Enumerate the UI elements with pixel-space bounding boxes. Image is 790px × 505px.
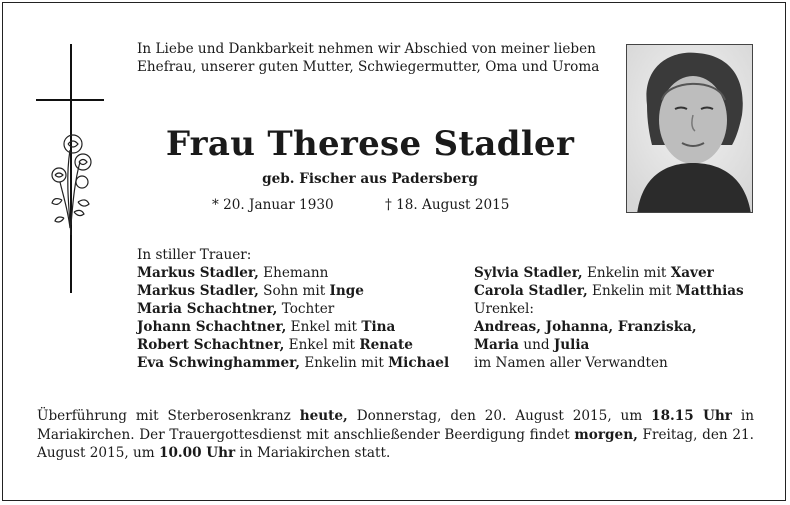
mourners-right [474,264,744,372]
birth-date: * 20. Januar 1930 [212,197,334,213]
mourners-left [137,264,449,372]
roses-icon [48,130,98,240]
list-item: Sylvia Stadler, Enkelin mit Xaver [474,265,714,281]
list-item: Markus Stadler, Ehemann [137,265,329,281]
list-item: Eva Schwinghammer, Enkelin mit Michael [137,355,450,371]
death-date: † 18. August 2015 [385,197,510,213]
list-item: Markus Stadler, Sohn mit Inge [137,283,364,299]
list-item: Urenkel: [474,301,534,317]
list-item: Robert Schachtner, Enkel mit Renate [137,337,413,353]
maiden-name: geb. Fischer aus Padersberg [262,171,478,187]
list-item: Carola Stadler, Enkelin mit Matthias [474,283,744,299]
deceased-name: Frau Therese Stadler [165,124,575,164]
cross-icon-bar [36,99,104,101]
mourning-label: In stiller Trauer: [137,247,252,263]
list-item: Maria Schachtner, Tochter [137,301,335,317]
funeral-info: Überführung mit Sterberosenkranz heute, Donnerstag, den 20. August 2015, um 18.15 Uhr in Mariakirchen. Der Trauergottesdienst mit anschließender Beerdigung findet morgen, Freitag, den 21. August 2015, um 10.00 Uhr in Mariakirchen statt. [37,408,754,461]
list-item: Johann Schachtner, Enkel mit Tina [137,319,396,335]
list-item: Andreas, Johanna, Franziska, [474,319,697,335]
list-item: Maria und Julia [474,337,590,353]
intro-text: In Liebe und Dankbarkeit nehmen wir Abschied von meiner lieben Ehefrau, unserer guten Mutter, Schwiegermutter, Oma und Uroma [137,41,600,75]
list-item: im Namen aller Verwandten [474,355,668,371]
portrait-photo [626,44,753,213]
